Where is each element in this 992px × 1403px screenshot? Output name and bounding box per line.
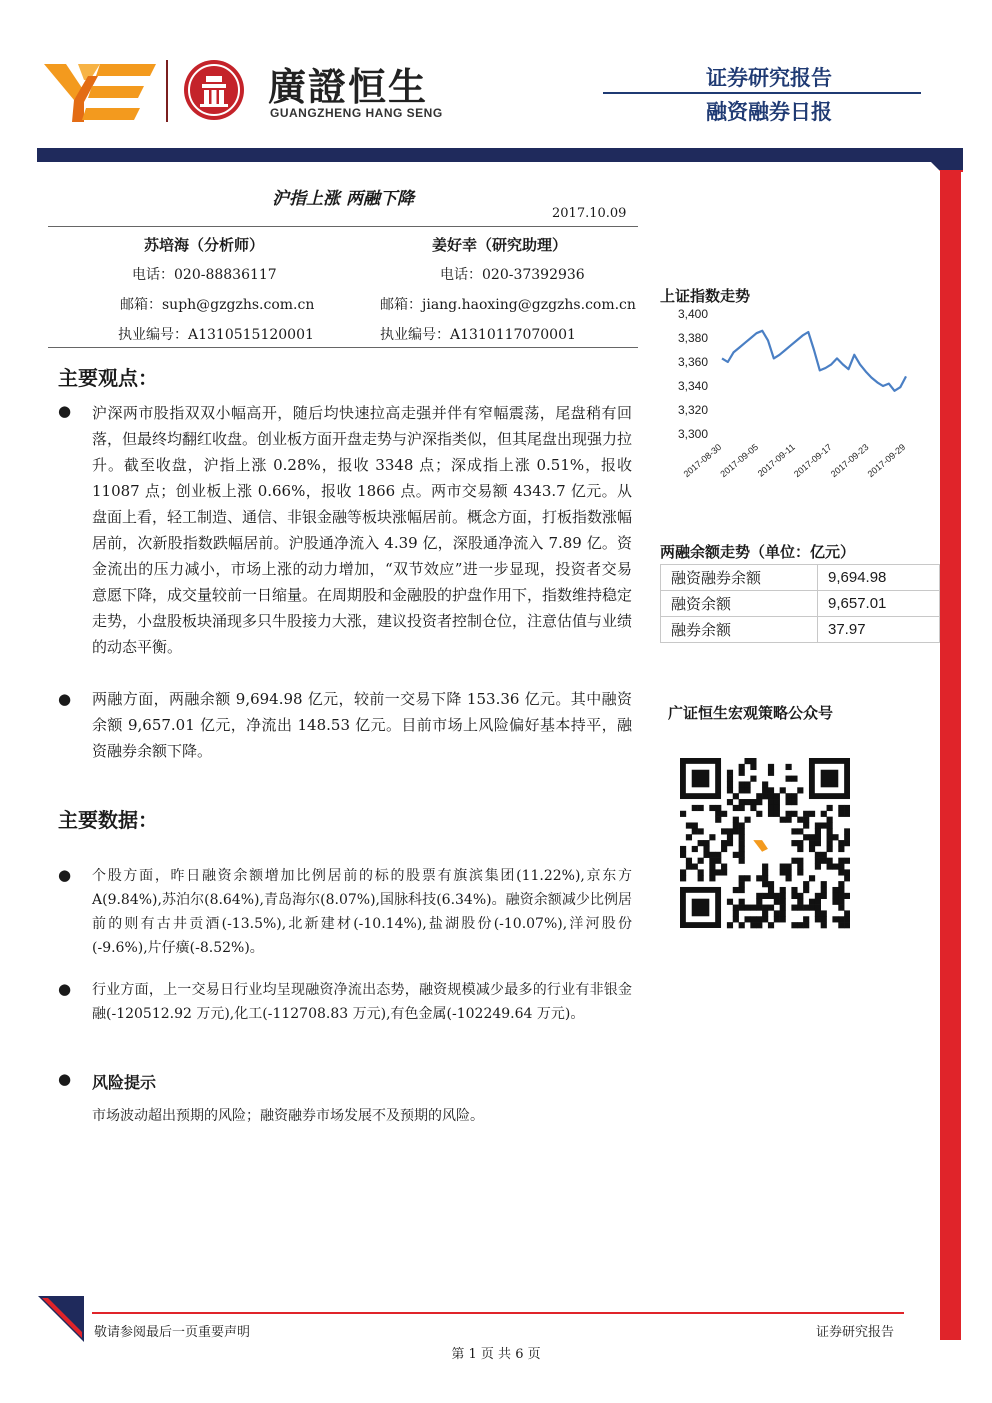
ye-logo-icon bbox=[40, 58, 158, 126]
x-tick-label: 2017-08-30 bbox=[681, 441, 724, 480]
author-1-phone: 电话：020-88836117 bbox=[132, 267, 277, 283]
report-series: 融资融券日报 bbox=[706, 100, 832, 124]
x-tick-label: 2017-09-05 bbox=[718, 441, 761, 480]
y-tick-label: 3,360 bbox=[677, 355, 708, 369]
authors-rule bbox=[48, 347, 638, 348]
header-rule bbox=[603, 92, 921, 94]
author-2-name: 姜好幸（研究助理） bbox=[432, 236, 568, 254]
table-cell-label: 融资融券余额 bbox=[661, 565, 818, 591]
y-tick-label: 3,340 bbox=[677, 379, 708, 393]
report-title: 沪指上涨 两融下降 bbox=[272, 189, 414, 209]
table-cell-label: 融券余额 bbox=[661, 617, 818, 643]
author-2-email[interactable]: 邮箱：jiang.haoxing@gzgzhs.com.cn bbox=[380, 297, 636, 313]
table-cell-value: 9,694.98 bbox=[818, 565, 940, 591]
table-row bbox=[661, 565, 940, 591]
footer-rule bbox=[92, 1312, 904, 1314]
report-type: 证券研究报告 bbox=[706, 66, 832, 90]
bullet-icon: ● bbox=[58, 690, 72, 708]
shanghai-index-chart bbox=[660, 302, 930, 492]
table-cell-label: 融资余额 bbox=[661, 591, 818, 617]
table-row bbox=[661, 591, 940, 617]
margin-title: 两融余额走势（单位：亿元） bbox=[660, 543, 856, 561]
brand-name-en: GUANGZHENG HANG SENG bbox=[270, 106, 443, 120]
footer-disclaimer[interactable]: 敬请参阅最后一页重要声明 bbox=[94, 1325, 251, 1340]
bullet-icon: ● bbox=[58, 402, 72, 420]
bullet-icon: ● bbox=[58, 1070, 72, 1088]
report-date: 2017.10.09 bbox=[552, 206, 627, 221]
x-tick-label: 2017-09-11 bbox=[755, 441, 797, 479]
qr-title: 广证恒生宏观策略公众号 bbox=[668, 704, 834, 722]
logo-divider bbox=[166, 60, 168, 122]
table-row bbox=[661, 617, 940, 643]
side-red-bar bbox=[940, 170, 961, 1340]
bullet-icon: ● bbox=[58, 866, 72, 884]
footer-corner-mark bbox=[38, 1296, 84, 1342]
author-2-phone: 电话：020-37392936 bbox=[440, 267, 585, 283]
bullet-icon: ● bbox=[58, 980, 72, 998]
main-view-paragraph-1: 沪深两市股指双双小幅高开，随后均快速拉高走强并伴有窄幅震荡，尾盘稍有回落，但最终均翻红收盘。创业板方面开盘走势与沪深指类似，但其尾盘出现强力拉升。截至收盘，沪指上涨 0.28%，报收 3348 点；深成指上涨 0.51%，报收 11087 点；创业板上涨 0.66%，报收 1866 点。两市交易额 4343.7 亿元。从盘面上看，轻工制造、通信、非银金融等板块涨幅居前。概念方面，打板指数涨幅居前，次新股指数跌幅居前。沪股通净流入 4.39 亿，深股通净流入 7.89 亿。资金流出的压力减小，市场上涨的动力增加，“双节效应”进一步显现，投资者交易意愿下降，成交量较前一日缩量。在周期股和金融股的护盘作用下，指数维持稳定走势，小盘股板块涌现多只牛股接力大涨，建议投资者控制仓位，注意估值与业绩的动态平衡。 bbox=[92, 404, 633, 656]
main-data-paragraph-2: 行业方面，上一交易日行业均呈现融资净流出态势，融资规模减少最多的行业有非银金融(-120512.92 万元),化工(-112708.83 万元),有色金属(-102249.64 万元)。 bbox=[92, 982, 632, 1022]
margin-balance-table bbox=[660, 564, 940, 643]
header-band bbox=[37, 148, 963, 172]
author-1-license: 执业编号：A1310515120001 bbox=[118, 327, 314, 343]
title-rule bbox=[48, 226, 638, 227]
main-views-heading: 主要观点： bbox=[58, 366, 158, 390]
table-cell-value: 37.97 bbox=[818, 617, 940, 643]
table-cell-value: 9,657.01 bbox=[818, 591, 940, 617]
page-number: 第 1 页 共 6 页 bbox=[451, 1347, 541, 1362]
y-tick-label: 3,300 bbox=[677, 427, 708, 441]
main-data-heading: 主要数据： bbox=[58, 808, 158, 832]
seal-logo-icon bbox=[182, 58, 246, 122]
x-tick-label: 2017-09-17 bbox=[791, 441, 834, 480]
risk-heading: 风险提示 bbox=[92, 1073, 157, 1092]
y-tick-label: 3,320 bbox=[677, 403, 708, 417]
footer-report-type: 证券研究报告 bbox=[816, 1325, 895, 1340]
chart-title: 上证指数走势 bbox=[660, 287, 751, 305]
y-tick-label: 3,380 bbox=[677, 331, 708, 345]
author-1-name: 苏培海（分析师） bbox=[144, 236, 265, 254]
author-1-email[interactable]: 邮箱：suph@gzgzhs.com.cn bbox=[120, 297, 315, 313]
x-tick-label: 2017-09-23 bbox=[828, 441, 871, 480]
brand-name-cn: 廣證恒生 bbox=[268, 65, 429, 109]
risk-text: 市场波动超出预期的风险；融资融券市场发展不及预期的风险。 bbox=[92, 1108, 484, 1124]
author-2-license: 执业编号：A1310117070001 bbox=[380, 327, 576, 343]
qr-code-icon[interactable] bbox=[680, 758, 850, 930]
y-tick-label: 3,400 bbox=[677, 307, 708, 321]
main-view-paragraph-2: 两融方面，两融余额 9,694.98 亿元，较前一交易下降 153.36 亿元。其中融资余额 9,657.01 亿元，净流出 148.53 亿元。目前市场上风险偏好基本持平，融资融券余额下降。 bbox=[92, 690, 632, 760]
x-tick-label: 2017-09-29 bbox=[865, 441, 908, 480]
main-data-paragraph-1: 个股方面，昨日融资余额增加比例居前的标的股票有旗滨集团(11.22%),京东方 A(9.84%),苏泊尔(8.64%),青岛海尔(8.07%),国脉科技(6.34%)。融资余额减少比例居前的则有古井贡酒(-13.5%),北新建材(-10.14%),盐湖股份(-10.07%),洋河股份(-9.6%),片仔癀(-8.52%)。 bbox=[92, 868, 632, 956]
series-line bbox=[722, 331, 906, 391]
